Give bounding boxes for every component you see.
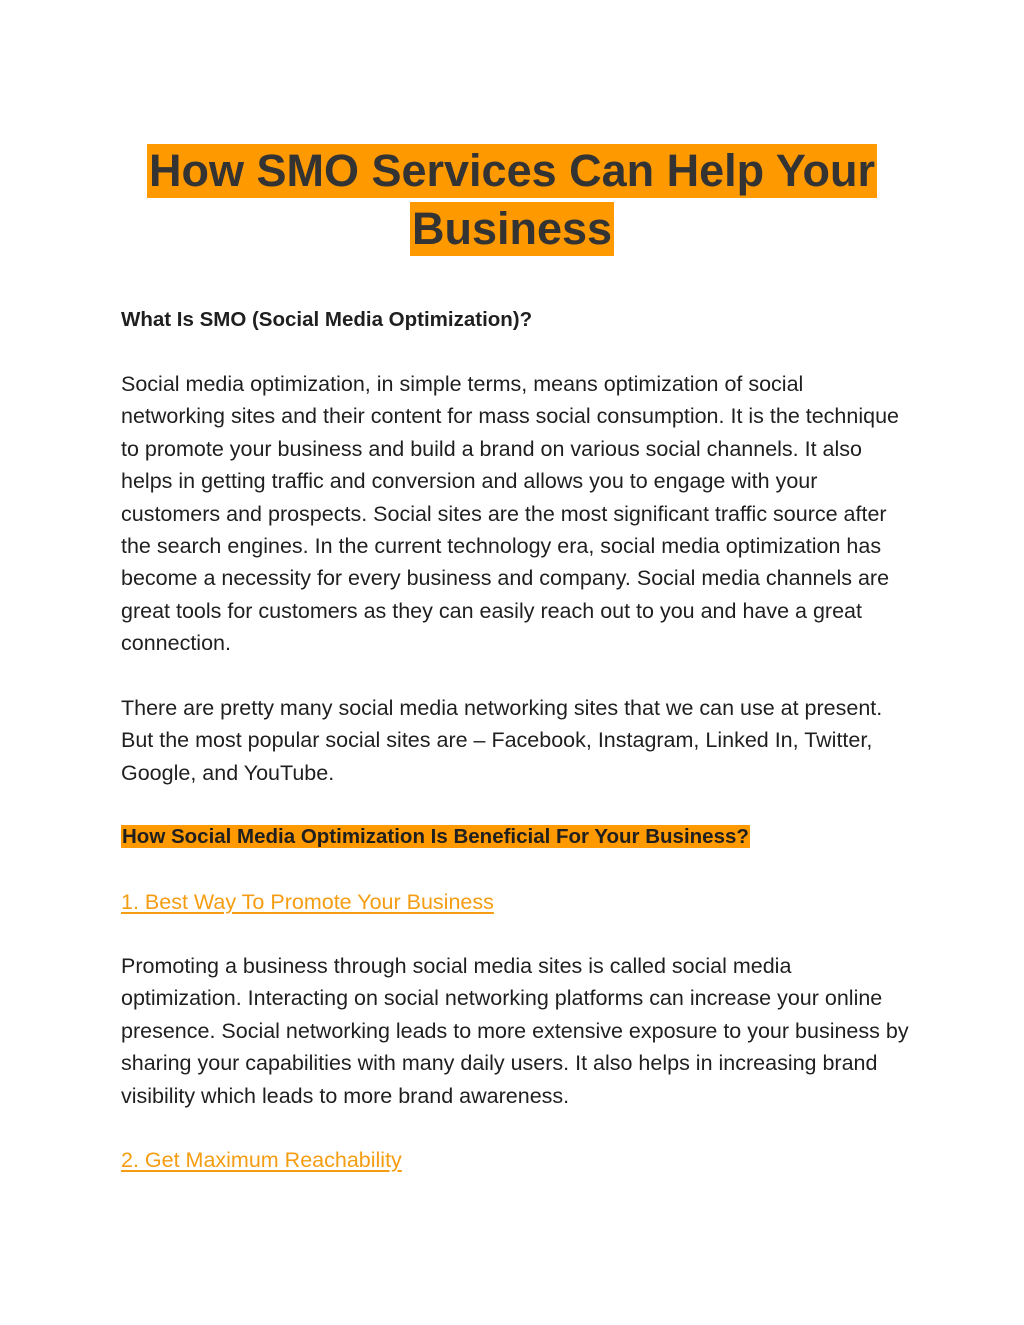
- page-title-line-1: How SMO Services Can Help Your: [148, 145, 876, 196]
- page-title: [0, 144, 1024, 256]
- section-heading-what-is-smo: What Is SMO (Social Media Optimization)?: [121, 308, 533, 331]
- benefit-1-heading: [121, 886, 911, 918]
- paragraph-smo-definition: Social media optimization, in simple terms, means optimization of social networking sites and their content for mass social consumption. It is the technique to promote your business and build a brand on various social channels. It also helps in getting traffic and conversion and allows you to engage with your customers and prospects. Social sites are the most significant traffic source after the search engines. In the current technology era, social media optimization has become a necessity for every business and company. Social media channels are great tools for customers as they can easily reach out to you and have a great connection.: [121, 372, 899, 656]
- benefit-2-heading: [121, 1144, 911, 1176]
- highlighted-heading-text: How Social Media Optimization Is Beneficial For Your Business?: [122, 825, 749, 848]
- benefit-1-link[interactable]: 1. Best Way To Promote Your Business: [121, 890, 494, 914]
- page-title-line-2: Business: [411, 203, 613, 254]
- paragraph-popular-sites: There are pretty many social media networking sites that we can use at present. But the most popular social sites are – Facebook, Instagram, Linked In, Twitter, Google, and YouTube.: [121, 696, 883, 785]
- section-heading-benefits: [121, 821, 911, 853]
- paragraph-promote-business: Promoting a business through social media sites is called social media optimization. Interacting on social networking platforms can increase your online presence. Social networking leads to more extensive exposure to your business by sharing your capabilities with many daily users. It also helps in increasing brand visibility which leads to more brand awareness.: [121, 954, 909, 1108]
- benefit-2-link[interactable]: 2. Get Maximum Reachability: [121, 1148, 402, 1172]
